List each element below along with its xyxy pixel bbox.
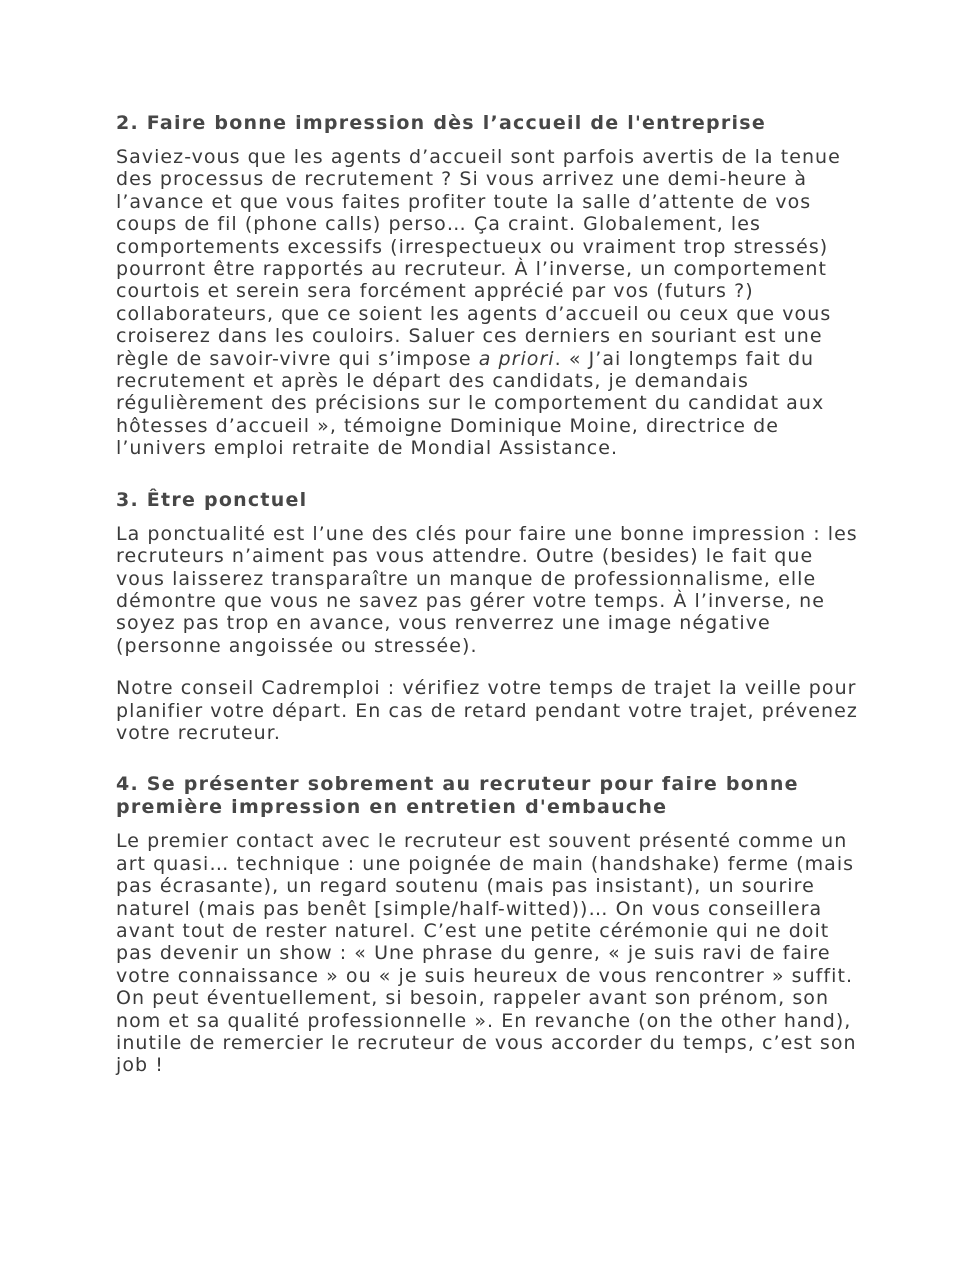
paragraph-italic-text: a priori: [478, 347, 555, 370]
section-heading: 4. Se présenter sobrement au recruteur pour faire bonne première impression en entretien d'embauche: [116, 773, 799, 819]
section-accueil: [116, 112, 866, 460]
section-heading: 3. Être ponctuel: [116, 488, 308, 511]
document-page: [116, 112, 866, 1106]
paragraph-text: . « J’ai longtemps fait du recrutement et après le départ des candidats, je demandais régulièrement des précisions sur le comportement du candidat aux hôtesses d’accueil », témoigne Dominique Moine, directrice de l’univers emploi retraite de Mondial Assistance.: [116, 347, 825, 460]
section-paragraph: [116, 146, 866, 460]
section-ponctuel: [116, 489, 866, 745]
section-presentation: [116, 773, 866, 1076]
section-heading: 2. Faire bonne impression dès l’accueil de l'entreprise: [116, 112, 766, 134]
section-paragraph: Notre conseil Cadremploi : vérifiez votre temps de trajet la veille pour planifier votre départ. En cas de retard pendant votre trajet, prévenez votre recruteur.: [116, 677, 858, 744]
section-paragraph: La ponctualité est l’une des clés pour faire une bonne impression : les recruteurs n’aiment pas vous attendre. Outre (besides) le fait que vous laisserez transparaître un manque de professionnalisme, elle démontre que vous ne savez pas gérer votre temps. À l’inverse, ne soyez pas trop en avance, vous renverrez une image négative (personne angoissée ou stressée).: [116, 522, 858, 657]
section-paragraph: Le premier contact avec le recruteur est souvent présenté comme un art quasi… technique : une poignée de main (handshake) ferme (mais pas écrasante), un regard soutenu (mais pas insistant), un sourire naturel (mais pas benêt [simple/half-witted))… On vous conseillera avant tout de rester naturel. C’est une petite cérémonie qui ne doit pas devenir un show : « Une phrase du genre, « je suis ravi de faire votre connaissance » ou « je suis heureux de vous rencontrer » suffit. On peut éventuellement, si besoin, rappeler avant son prénom, son nom et sa qualité professionnelle ». En revanche (on the other hand), inutile de remercier le recruteur de vous accorder du temps, c’est son job !: [116, 830, 857, 1077]
paragraph-text: Saviez-vous que les agents d’accueil sont parfois avertis de la tenue des processus de recrutement ? Si vous arrivez une demi-heure à l’avance et que vous faites profiter toute la salle d’attente de vos coups de fil (phone calls) perso… Ça craint. Globalement, les comportements excessifs (irrespectueux ou vraiment trop stressés) pourront être rapportés au recruteur. À l’inverse, un comportement courtois et serein sera forcément apprécié par vos (futurs ?) collaborateurs, que ce soient les agents d’accueil ou ceux que vous croiserez dans les couloirs. Saluer ces derniers en souriant est une règle de savoir-vivre qui s’impose: [116, 146, 841, 370]
